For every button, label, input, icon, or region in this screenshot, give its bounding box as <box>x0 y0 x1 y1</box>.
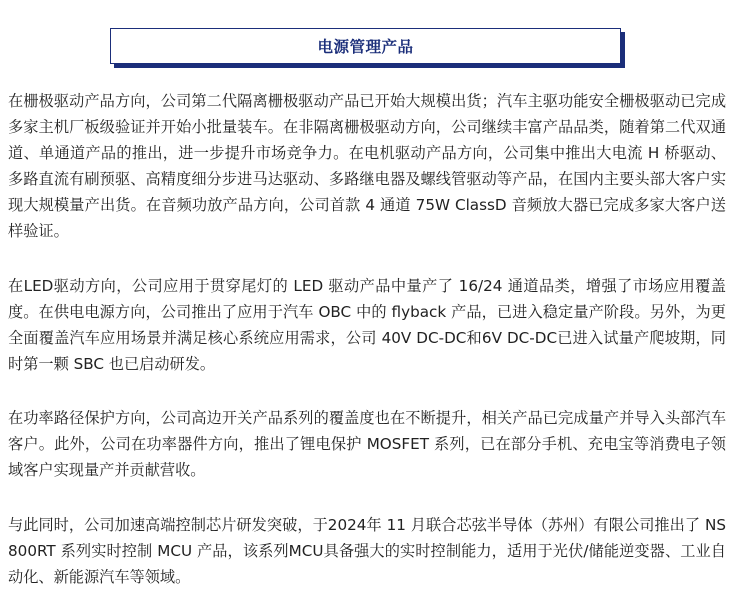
paragraph-power-path-protection: 在功率路径保护方向，公司高边开关产品系列的覆盖度也在不断提升，相关产品已完成量产并导入头部汽车客户。此外，公司在功率器件方向，推出了锂电保护 MOSFET 系列，已在部分手机、充电宝等消费电子领域客户实现量产并贡献营收。 <box>8 409 726 479</box>
section-title: 电源管理产品 <box>317 38 414 56</box>
paragraph-mcu-control-chip: 与此同时，公司加速高端控制芯片研发突破，于2024年 11 月联合芯弦半导体（苏州）有限公司推出了 NS800RT 系列实时控制 MCU 产品，该系列MCU具备强大的实时控制能力，适用于光伏/储能逆变器、工业自动化、新能源汽车等领域。 <box>8 516 726 586</box>
paragraph-led-power-supply: 在LED驱动方向，公司应用于贯穿尾灯的 LED 驱动产品中量产了 16/24 通道品类，增强了市场应用覆盖度。在供电电源方向，公司推出了应用于汽车 OBC 中的 flyback 产品，已进入稳定量产阶段。另外，为更全面覆盖汽车应用场景并满足核心系统应用需求，公司 40V DC-DC和6V DC-DC已进入试量产爬坡期，同时第一颗 SBC 也已启动研发。 <box>8 277 726 373</box>
section-header <box>110 28 623 66</box>
section-header-box <box>110 28 621 64</box>
paragraph-gate-motor-audio: 在栅极驱动产品方向，公司第二代隔离栅极驱动产品已开始大规模出货；汽车主驱功能安全栅极驱动已完成多家主机厂板级验证并开始小批量装车。在非隔离栅极驱动方向，公司继续丰富产品品类，随着第二代双通道、单通道产品的推出，进一步提升市场竞争力。在电机驱动产品方向，公司集中推出大电流 H 桥驱动、多路直流有刷预驱、高精度细分步进马达驱动、多路继电器及螺线管驱动等产品，在国内主要头部大客户实现大规模量产出货。在音频功放产品方向，公司首款 4 通道 75W ClassD 音频放大器已完成多家大客户送样验证。 <box>8 92 726 240</box>
